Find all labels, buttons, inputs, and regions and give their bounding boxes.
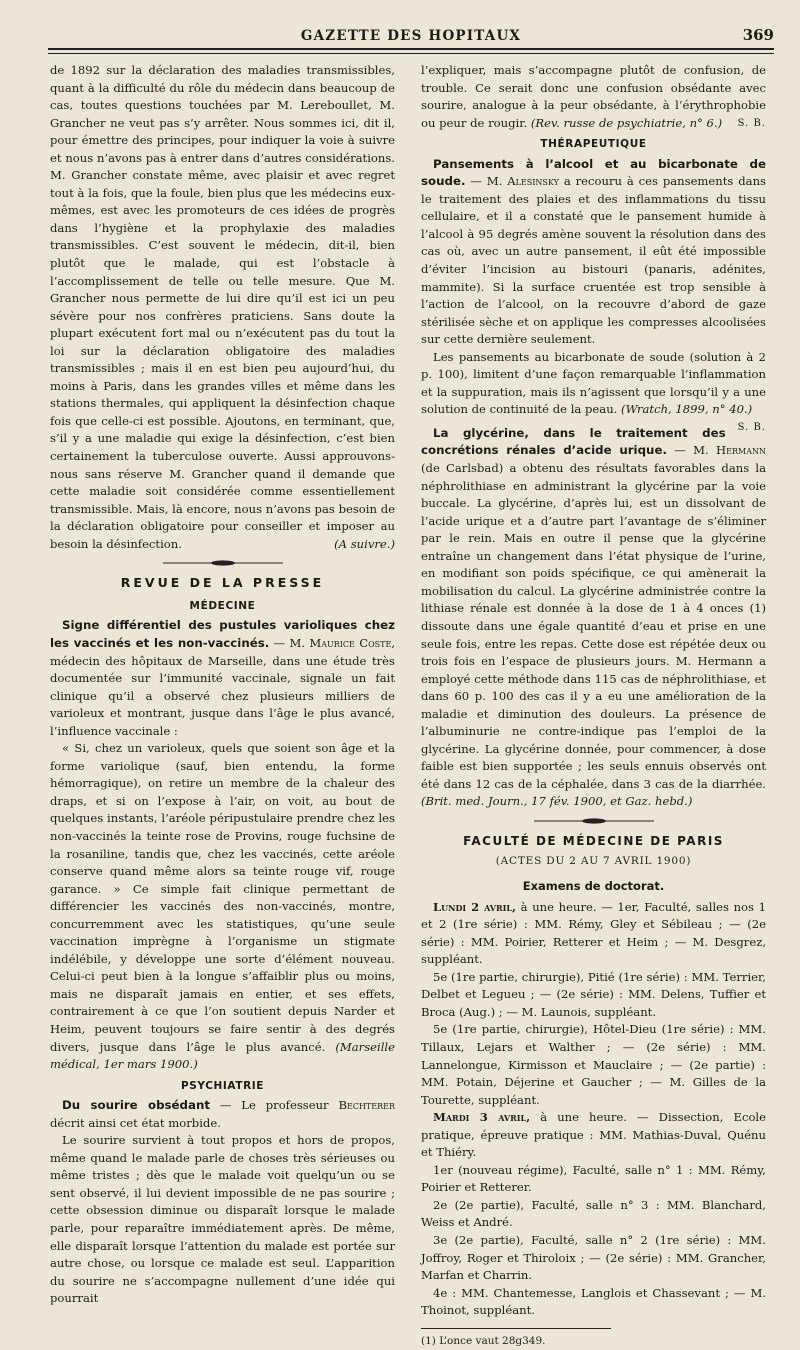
section-subtitle-dates: (ACTES DU 2 AU 7 AVRIL 1900) — [495, 854, 692, 867]
exam-entry: Mardi 3 avril, à une heure. — Dissection, Ecole pratique, épreuve pratique : MM. Mathias-Duval, Quénu et Thiéry. — [421, 1110, 766, 1160]
source-citation: (Wratch, 1899, n° 40.) — [621, 402, 753, 417]
divider-ornament — [421, 813, 766, 827]
right-column — [421, 62, 766, 1350]
journal-title: GAZETTE DES HOPITAUX — [300, 28, 522, 44]
author-initials: S. B. — [737, 117, 766, 129]
article-paragraph: Les pansements au bicarbonate de soude (solution à 2 p. 100), limitent d’une façon remarquable l’inflammation et la suppuration, mais ils n’agissent que lorsqu’il y a une solution de continuité de la peau. (Wratch, 1899, n° 40.) S. B. — [421, 349, 766, 419]
article-title: Du sourire obsédant — [62, 1098, 210, 1113]
section-title-faculte: FACULTÉ DE MÉDECINE DE PARIS — [463, 833, 724, 848]
article-paragraph: Du sourire obsédant — Le professeur Bechterer décrit ainsi cet état morbide. — [50, 1098, 395, 1130]
article-paragraph: l’expliquer, mais s’accompagne plutôt de confusion, de trouble. Ce serait donc une confusion obsédante avec sourire, analogue à la peur obsédante, à l’érythrophobie ou peur de rougir. (Rev. russe de psychiatrie, n° 6.) S. B. — [421, 62, 766, 132]
exam-heading: Examens de doctorat. — [522, 879, 665, 894]
article-title: Pansements à l’alcool et au bicarbonate de soude. — [421, 156, 766, 189]
to-follow-note: (A suivre.) — [334, 536, 395, 551]
exam-entry: 2e (2e partie), Faculté, salle n° 3 : MM. Blanchard, Weiss et André. — [421, 1197, 766, 1230]
article-paragraph: « Si, chez un varioleux, quels que soient son âge et la forme variolique (sauf, bien entendu, la forme hémorragique), on retire un membre de la chaleur des draps, et si on l’expose à l’air, on voit, au bout de quelques instants, l’aréole péripustulaire prendre chez les non-vaccinés la teinte rose de Provins, rouge fuchsine de la rosaniline, tandis que, chez les vaccinés, cette aréole conserve quand même alors sa teinte rouge vif, rouge garance. » Ce simple fait clinique permettant de différencier les vaccinés des non-vaccinés, montre, concurremment avec les statistiques, qu’une seule vaccination imprègne à l’organisme un stigmate indélébile, y développe une sorte d’élément nouveau. Celui-ci peut bien à la longue s’affaiblir plus ou moins, mais ne disparaît jamais en entier, et ses effets, contrairement à ce que l’on soutient depuis Narder et Heim, peuvent toujours se faire sentir à des degrés divers, jusque dans l’âge le plus avancé. (Marseille médical, 1er mars 1900.) — [50, 741, 395, 1072]
article-paragraph: Signe différentiel des pustules varioliques chez les vaccinés et les non-vaccinés. — M. Maurice Coste, médecin des hôpitaux de Marseille, dans une étude très documentée sur l’immunité vaccinale, signale un fait clinique qu’il a observé chez plusieurs milliers de varioleux et montrant, jusque dans l’âge le plus avancé, l’influence vaccinale : — [50, 618, 395, 738]
source-citation: (Marseille médical, 1er mars 1900.) — [50, 1039, 395, 1072]
left-column — [50, 62, 395, 1308]
exam-entry: Lundi 2 avril, à une heure. — 1er, Faculté, salles nos 1 et 2 (1re série) : MM. Rémy, Gley et Sébileau ; — (2e série) : MM. Poirier, Retterer et Heim ; — M. Desgrez, suppléant. — [421, 899, 766, 967]
article-continuation: de 1892 sur la déclaration des maladies transmissibles, quant à la difficulté du rôle du médecin dans beaucoup de cas, toutes questions touchées par M. Lereboullet, M. Grancher ne veut pas s’y arrêter. Nous sommes ici, dit il, pour émettre des principes, pour indiquer la voie à suivre et nous n’avons pas à entrer dans d’autres considérations. M. Grancher constate même, avec plaisir et avec regret tout à la fois, que la foule, bien plus que les médecins eux-mêmes, est avec les promoteurs de ces idées de progrès dans l’hygiène et la prophylaxie des maladies transmissibles. C’est souvent le médecin, dit-il, bien plutôt que le malade, qui est l’obstacle à l’accomplissement de telle ou telle mesure. Que M. Grancher nous permette de lui dire qu’il est ici un peu sévère pour nos confrères praticiens. Sans doute la plupart exécutent fort mal ou n’exécutent pas du tout la loi sur la déclaration obligatoire des maladies transmissibles ; mais il en est bien peu aujourd’hui, du moins à Paris, dans les grandes villes et même dans les stations thermales, qui appliquent la désinfection chaque fois que celle-ci est possible. Ajoutons, en terminant, que, s’il y a une maladie qui exige la désinfection, c’est bien certainement la tuberculose ouverte. Aussi approuvons-nous sans réserve M. Grancher quand il demande que cette maladie soit considérée comme essentiellement transmissible. Mais, là encore, nous n’avons pas besoin de la déclaration obligatoire pour conseiller et imposer au besoin la désinfection. (A suivre.) — [50, 62, 395, 553]
source-citation: (Brit. med. Journ., 17 fév. 1900, et Gaz. hebd.) — [421, 794, 693, 809]
author-name: Maurice Coste — [309, 635, 392, 650]
article-title: Signe différentiel des pustules varioliques chez les vaccinés et les non-vaccinés. — [50, 618, 395, 650]
rubric-psychiatrie: PSYCHIATRIE — [180, 1079, 265, 1092]
article-paragraph: Pansements à l’alcool et au bicarbonate de soude. — M. Alesinsky a recouru à ces pansements dans le traitement des plaies et des inflammations du tissu cellulaire, et il a constaté que le pansement humide à l’alcool à 95 degrés amène souvent la résolution dans des cas où, avec un autre pansement, il eût été impossible d’éviter l’incision au bistouri (panaris, adénites, mammite). Si la surface cruentée est trop sensible à l’action de l’alcool, on la recouvre d’abord de gaze stérilisée sèche et on applique les compresses alcoolisées sur cette dernière seulement. — [421, 156, 766, 347]
exam-entry: 4e : MM. Chantemesse, Langlois et Chassevant ; — M. Thoinot, suppléant. — [421, 1285, 766, 1318]
section-title-revue: REVUE DE LA PRESSE — [120, 575, 325, 591]
rubric-therapeutique: THÉRAPEUTIQUE — [540, 138, 647, 151]
header-rule-thin — [48, 53, 774, 54]
exam-entry: 1er (nouveau régime), Faculté, salle n° 1 : MM. Rémy, Poirier et Retterer. — [421, 1162, 766, 1195]
footnote-rule — [421, 1328, 611, 1329]
article-paragraph: Le sourire survient à tout propos et hors de propos, même quand le malade parle de choses très sérieuses ou même tristes ; dès que le malade voit quelqu’un ou se sent observé, il lui devient impossible de ne pas sourire ; cette obsession diminue ou disparaît lorsque le malade parle, pour reparaître immédiatement après. De même, elle disparaît lorsque l’attention du malade est portée sur autre chose, ou lorsque ce malade est seul. L’apparition du sourire ne s’accompagne nullement d’une idée qui pourrait — [50, 1133, 395, 1306]
author-name: Bechterer — [338, 1098, 395, 1113]
rubric-medecine: MÉDECINE — [189, 599, 256, 612]
article-title: La glycérine, dans le traitement des concrétions rénales d’acide urique. — [421, 425, 726, 458]
footnote: (1) L’once vaut 28g349. — [421, 1334, 546, 1347]
article-paragraph: La glycérine, dans le traitement des concrétions rénales d’acide urique. — M. Hermann (de Carlsbad) a obtenu des résultats favorables dans la néphrolithiase en administrant la glycérine par la voie buccale. La glycérine, d’après lui, est un dissolvant de l’acide urique et a d’autre part l’avantage de s’éliminer par le rein. Mais en outre il pense que la glycérine entraîne un changement dans l’état physique de l’urine, en modifiant son poids spécifique, ce qui amènerait la mobilisation du calcul. La glycérine administrée contre la lithiase rénale est donnée à la dose de 1 à 4 onces (1) dissoute dans une égale quantité d’eau et prise en une seule fois, entre les repas. Cette dose est répétée deux ou trois fois en l’espace de plusieurs jours. M. Hermann a employé cette méthode dans 115 cas de néphrolithiase, et dans 60 p. 100 des cas il y a eu une amélioration de la maladie et diminution des douleurs. La présence de l’albuminurie ne contre-indique pas l’emploi de la glycérine. La glycérine donnée, pour commencer, à dose faible est bien supportée ; les seuls ennuis observés ont été dans 12 cas de la céphalée, dans 3 cas de la diarrhée. (Brit. med. Journ., 17 fév. 1900, et Gaz. hebd.) — [421, 425, 766, 809]
exam-entry: 5e (1re partie, chirurgie), Hôtel-Dieu (1re série) : MM. Tillaux, Lejars et Walther ; — (2e série) : MM. Lannelongue, Kirmisson et Mauclaire ; — (2e partie) : MM. Potain, Déjerine et Gaucher ; — M. Gilles de la Tourette, suppléant. — [421, 1022, 766, 1107]
page-header — [48, 0, 774, 52]
exam-entry: 5e (1re partie, chirurgie), Pitié (1re série) : MM. Terrier, Delbet et Legueu ; — (2e série) : MM. Delens, Tuffier et Broca (Aug.) ; — M. Launois, suppléant. — [421, 969, 766, 1019]
source-citation: (Rev. russe de psychiatrie, n° 6.) — [530, 115, 723, 130]
exam-entry: 3e (2e partie), Faculté, salle n° 2 (1re série) : MM. Joffroy, Roger et Thiroloix ; — (2e série) : MM. Grancher, Marfan et Charrin. — [421, 1233, 766, 1283]
divider-ornament — [50, 555, 395, 569]
exam-day: Mardi 3 avril, — [433, 1110, 531, 1125]
author-name: Alesinsky — [507, 174, 559, 189]
author-name: Hermann — [716, 443, 766, 458]
author-initials: S. B. — [737, 421, 766, 433]
header-rule — [48, 48, 774, 50]
exam-day: Lundi 2 avril, — [433, 899, 517, 914]
page-number: 369 — [742, 26, 774, 44]
